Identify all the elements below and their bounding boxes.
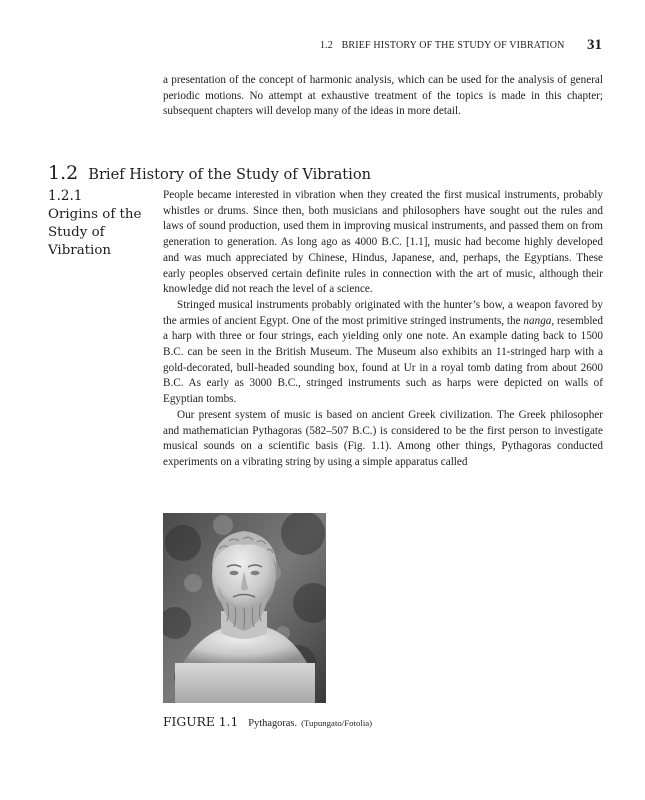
running-head-section: 1.2 bbox=[320, 40, 333, 51]
running-head bbox=[320, 40, 610, 51]
pythagoras-bust-photo bbox=[163, 513, 326, 703]
figure-label: FIGURE 1.1 bbox=[163, 715, 239, 729]
italic-term-nanga: nanga bbox=[523, 314, 552, 327]
paragraph-2 bbox=[163, 298, 603, 408]
paragraph-2-part-1: Stringed musical instruments probably originated with the hunter’s bow, a weapon favored by the armies of ancient Egypt. One of the most primitive stringed instruments, the bbox=[163, 298, 603, 327]
figure-caption-text: Pythagoras. bbox=[248, 718, 298, 729]
section-heading bbox=[48, 162, 371, 184]
paragraph-2-part-2: , resembled a harp with three or four strings, each yielding only one note. An example dating back to 1500 B.C. can be seen in the British Museum. The Museum also exhibits an 11-stringed harp with a gold-decorated, bull-headed sounding box, found at Ur in a royal tomb dating from about 2600 B.C. As early as 3000 B.C., stringed instruments such as harps were depicted on walls of Egyptian tombs. bbox=[163, 314, 603, 406]
subsection-title: Origins of the Study of Vibration bbox=[48, 207, 142, 258]
figure-caption bbox=[163, 713, 372, 731]
section-title: Brief History of the Study of Vibration bbox=[88, 166, 372, 183]
body-text bbox=[163, 188, 603, 471]
page-number: 31 bbox=[587, 37, 602, 53]
section-number: 1.2 bbox=[48, 162, 79, 184]
paragraph-1: People became interested in vibration when they created the first musical instruments, probably whistles or drums. Since then, both musicians and philosophers have sought out the rules and laws of sound production, used them in improving musical instruments, and passed them on from generation to generation. As long ago as 4000 B.C. [1.1], music had become highly developed and was much appreciated by Chinese, Hindus, Japanese, and, perhaps, the Egyptians. These early peoples observed certain definite rules in connection with the art of music, although their knowledge did not reach the level of a science. bbox=[163, 189, 603, 296]
running-head-title: BRIEF HISTORY OF THE STUDY OF VIBRATION bbox=[341, 40, 565, 51]
subsection-number: 1.2.1 bbox=[48, 188, 83, 204]
intro-paragraph: a presentation of the concept of harmonic analysis, which can be used for the analysis of general periodic motions. No attempt at exhaustive treatment of the topics is made in this chapter; subsequent chapters will develop many of the ideas in more detail. bbox=[163, 74, 603, 117]
paragraph-3: Our present system of music is based on ancient Greek civilization. The Greek philosopher and mathematician Pythagoras (582–507 B.C.) is considered to be the first person to investigate musical sounds on a scientific basis (Fig. 1.1). Among other things, Pythagoras conducted experiments on a vibrating string by using a simple apparatus called bbox=[163, 408, 603, 468]
figure-credit: (Tupungato/Fotolia) bbox=[301, 718, 373, 728]
